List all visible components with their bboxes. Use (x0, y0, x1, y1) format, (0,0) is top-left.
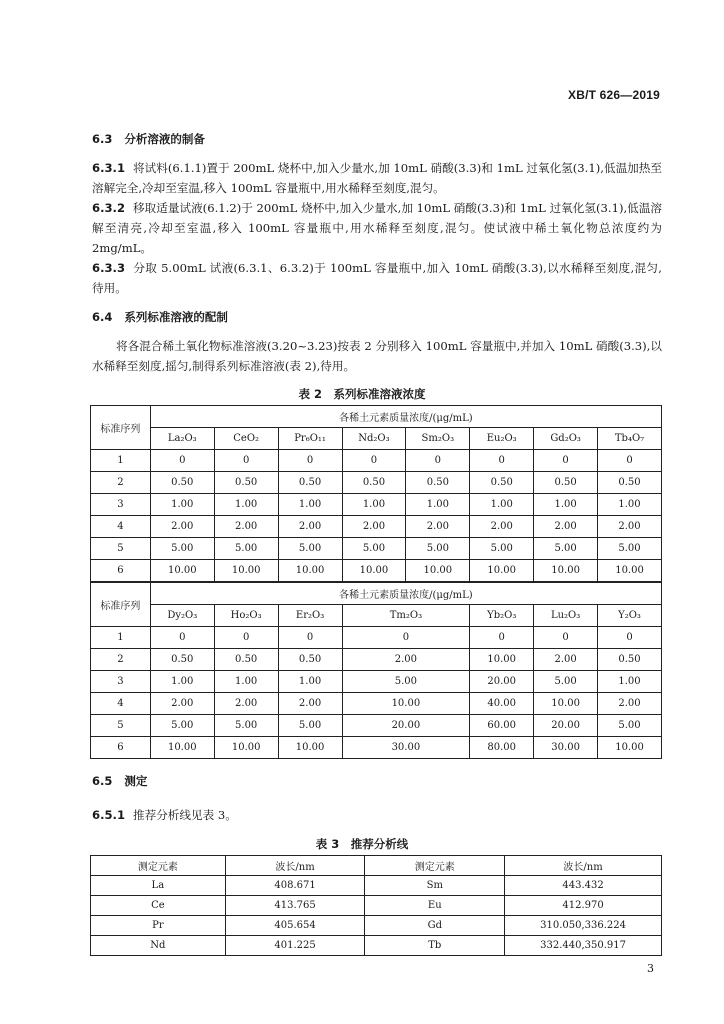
column-header: Tm₂O₃ (342, 605, 470, 627)
cell: 20.00 (470, 671, 534, 693)
column-header: Ho₂O₃ (214, 605, 278, 627)
cell: 401.225 (225, 936, 365, 956)
cell: 2.00 (598, 516, 662, 538)
cell: 1 (91, 627, 151, 649)
cell: 1.00 (214, 671, 278, 693)
cell: 2.00 (342, 649, 470, 671)
cell: 2.00 (342, 516, 406, 538)
cell: 0 (150, 627, 214, 649)
table-2 (90, 405, 662, 759)
clause-text: 将试料(6.1.1)置于 200mL 烧杯中,加入少量水,加 10mL 硝酸(3.3)和 1mL 过氧化氢(3.1),低温加热至溶解完全,冷却至室温,移入 100mL 容量瓶中,用水稀释至刻度,混匀。 (92, 161, 662, 195)
cell: 4 (91, 516, 151, 538)
cell: 1.00 (278, 671, 342, 693)
cell: 3 (91, 494, 151, 516)
column-header: Lu₂O₃ (534, 605, 598, 627)
cell: 1.00 (278, 494, 342, 516)
cell: 332.440,350.917 (505, 936, 662, 956)
table-row (91, 560, 662, 583)
cell: 310.050,336.224 (505, 916, 662, 936)
cell: 2.00 (150, 516, 214, 538)
cell: 10.00 (598, 560, 662, 583)
cell: 2.00 (278, 693, 342, 715)
cell: 10.00 (470, 649, 534, 671)
table-row (91, 627, 662, 649)
column-header: Sm₂O₃ (406, 428, 470, 450)
table-row (91, 671, 662, 693)
cell: 1.00 (534, 494, 598, 516)
cell: 20.00 (342, 715, 470, 737)
cell: 443.432 (505, 876, 662, 896)
section-number: 6.4 (92, 310, 113, 324)
clause-text: 移取适量试液(6.1.2)于 200mL 烧杯中,加入少量水,加 10mL 硝酸(3.3)和 1mL 过氧化氢(3.1),低温溶解至清亮,冷却至室温,移入 100mL 容量瓶中,用水稀释至刻度,混匀。使试液中稀土氧化物总浓度约为 2mg/mL。 (92, 201, 662, 255)
cell: 10.00 (150, 560, 214, 583)
cell: 1.00 (470, 494, 534, 516)
section-6-5-heading (92, 773, 147, 789)
column-header: 测定元素 (91, 856, 226, 876)
page-number: 3 (647, 962, 654, 975)
cell: 0 (342, 450, 406, 472)
section-title: 测定 (124, 774, 148, 788)
cell: 2 (91, 649, 151, 671)
cell: Tb (365, 936, 505, 956)
table-row (91, 472, 662, 494)
column-header: Pr₆O₁₁ (278, 428, 342, 450)
cell: 5.00 (150, 538, 214, 560)
cell: 2.00 (534, 516, 598, 538)
cell: 2.00 (534, 649, 598, 671)
group-header-cell: 各稀土元素质量浓度/(μg/mL) (150, 582, 661, 605)
cell: Pr (91, 916, 226, 936)
cell: 10.00 (150, 737, 214, 759)
cell: 0 (278, 627, 342, 649)
cell: 0 (342, 627, 470, 649)
cell: 2.00 (214, 693, 278, 715)
row-header-cell: 标准序列 (91, 406, 151, 450)
cell: 2.00 (470, 516, 534, 538)
cell: 10.00 (534, 693, 598, 715)
column-header: Eu₂O₃ (470, 428, 534, 450)
row-header-cell: 标准序列 (91, 582, 151, 627)
table-row (91, 737, 662, 759)
cell: La (91, 876, 226, 896)
cell: 1.00 (598, 494, 662, 516)
cell: 0 (214, 450, 278, 472)
cell: 1.00 (150, 671, 214, 693)
column-header: Tb₄O₇ (598, 428, 662, 450)
cell: 413.765 (225, 896, 365, 916)
cell: 2.00 (406, 516, 470, 538)
cell: 0 (406, 450, 470, 472)
cell: 20.00 (534, 715, 598, 737)
cell: 0.50 (598, 649, 662, 671)
cell: 5.00 (342, 671, 470, 693)
cell: Eu (365, 896, 505, 916)
cell: 1.00 (150, 494, 214, 516)
cell: 60.00 (470, 715, 534, 737)
cell: 10.00 (214, 737, 278, 759)
paragraph-6-3-3 (92, 258, 662, 298)
cell: 5.00 (278, 538, 342, 560)
cell: Sm (365, 876, 505, 896)
column-header: Nd₂O₃ (342, 428, 406, 450)
cell: 1.00 (342, 494, 406, 516)
cell: 6 (91, 737, 151, 759)
table-row (91, 538, 662, 560)
column-header: La₂O₃ (150, 428, 214, 450)
table-row (91, 494, 662, 516)
cell: 5 (91, 715, 151, 737)
column-header: CeO₂ (214, 428, 278, 450)
cell: 2 (91, 472, 151, 494)
cell: 5.00 (214, 538, 278, 560)
cell: 5.00 (342, 538, 406, 560)
cell: 0.50 (214, 472, 278, 494)
table-row (91, 516, 662, 538)
column-header: 波长/nm (225, 856, 365, 876)
cell: Nd (91, 936, 226, 956)
column-header: Y₂O₃ (598, 605, 662, 627)
table-row (91, 896, 662, 916)
cell: 5.00 (278, 715, 342, 737)
section-number: 6.3 (92, 132, 113, 146)
section-title: 系列标准溶液的配制 (124, 310, 228, 324)
cell: 0.50 (598, 472, 662, 494)
cell: 5.00 (598, 715, 662, 737)
cell: 10.00 (278, 560, 342, 583)
cell: 0 (598, 450, 662, 472)
table-row (91, 936, 662, 956)
table-row (91, 715, 662, 737)
cell: 5.00 (470, 538, 534, 560)
section-number: 6.5 (92, 774, 113, 788)
section-6-3-heading (92, 131, 205, 147)
cell: 0.50 (470, 472, 534, 494)
paragraph-6-4: 将各混合稀土氧化物标准溶液(3.20~3.23)按表 2 分别移入 100mL 容量瓶中,并加入 10mL 硝酸(3.3),以水稀释至刻度,摇匀,制得系列标准溶液(表 2),待用。 (92, 339, 662, 373)
column-header: Dy₂O₃ (150, 605, 214, 627)
standard-code: XB/T 626—2019 (568, 88, 660, 102)
cell: 405.654 (225, 916, 365, 936)
clause-number: 6.3.2 (92, 201, 126, 215)
cell: 0 (470, 450, 534, 472)
table-row (91, 876, 662, 896)
column-header: Gd₂O₃ (534, 428, 598, 450)
paragraph-6-5-1 (92, 805, 662, 825)
column-header: 测定元素 (365, 856, 505, 876)
cell: 10.00 (470, 560, 534, 583)
cell: 1.00 (214, 494, 278, 516)
cell: 5.00 (534, 538, 598, 560)
cell: 5.00 (406, 538, 470, 560)
table-row (91, 649, 662, 671)
cell: 0.50 (534, 472, 598, 494)
cell: 0.50 (150, 649, 214, 671)
cell: 40.00 (470, 693, 534, 715)
cell: 6 (91, 560, 151, 583)
cell: 1 (91, 450, 151, 472)
section-title: 分析溶液的制备 (124, 132, 205, 146)
paragraph-6-3-2 (92, 198, 662, 258)
cell: 0.50 (278, 472, 342, 494)
cell: 0 (534, 627, 598, 649)
cell: 80.00 (470, 737, 534, 759)
cell: 5.00 (534, 671, 598, 693)
cell: 10.00 (598, 737, 662, 759)
cell: 0.50 (406, 472, 470, 494)
table-3-caption: 表 3 推荐分析线 (315, 837, 409, 851)
cell: 0 (598, 627, 662, 649)
column-header: 波长/nm (505, 856, 662, 876)
clause-number: 6.3.3 (92, 261, 126, 275)
cell: Gd (365, 916, 505, 936)
group-header-cell: 各稀土元素质量浓度/(μg/mL) (150, 406, 661, 428)
table-row (91, 450, 662, 472)
cell: 10.00 (342, 560, 406, 583)
clause-number: 6.5.1 (92, 808, 126, 822)
paragraph-6-3-1 (92, 158, 662, 198)
cell: 5 (91, 538, 151, 560)
cell: 0.50 (342, 472, 406, 494)
clause-number: 6.3.1 (92, 161, 126, 175)
cell: 0 (214, 627, 278, 649)
cell: 5.00 (598, 538, 662, 560)
cell: 0 (470, 627, 534, 649)
cell: 0 (534, 450, 598, 472)
cell: 30.00 (534, 737, 598, 759)
table-2-caption: 表 2 系列标准溶液浓度 (298, 387, 426, 401)
table-3 (90, 855, 662, 956)
clause-text: 推荐分析线见表 3。 (133, 808, 237, 822)
cell: 10.00 (214, 560, 278, 583)
cell: 10.00 (278, 737, 342, 759)
section-6-4-heading (92, 309, 228, 325)
column-header: Er₂O₃ (278, 605, 342, 627)
cell: 30.00 (342, 737, 470, 759)
cell: 5.00 (214, 715, 278, 737)
cell: 10.00 (342, 693, 470, 715)
cell: 0.50 (278, 649, 342, 671)
cell: 0.50 (150, 472, 214, 494)
cell: 412.970 (505, 896, 662, 916)
cell: 4 (91, 693, 151, 715)
cell: 0 (150, 450, 214, 472)
table-row (91, 693, 662, 715)
cell: 10.00 (534, 560, 598, 583)
cell: 1.00 (598, 671, 662, 693)
cell: 1.00 (406, 494, 470, 516)
table-row (91, 916, 662, 936)
cell: Ce (91, 896, 226, 916)
column-header: Yb₂O₃ (470, 605, 534, 627)
cell: 10.00 (406, 560, 470, 583)
cell: 408.671 (225, 876, 365, 896)
cell: 3 (91, 671, 151, 693)
clause-text: 分取 5.00mL 试液(6.3.1、6.3.2)于 100mL 容量瓶中,加入 10mL 硝酸(3.3),以水稀释至刻度,混匀,待用。 (92, 261, 662, 295)
cell: 2.00 (278, 516, 342, 538)
cell: 2.00 (150, 693, 214, 715)
cell: 2.00 (598, 693, 662, 715)
cell: 0.50 (214, 649, 278, 671)
cell: 2.00 (214, 516, 278, 538)
cell: 0 (278, 450, 342, 472)
cell: 5.00 (150, 715, 214, 737)
